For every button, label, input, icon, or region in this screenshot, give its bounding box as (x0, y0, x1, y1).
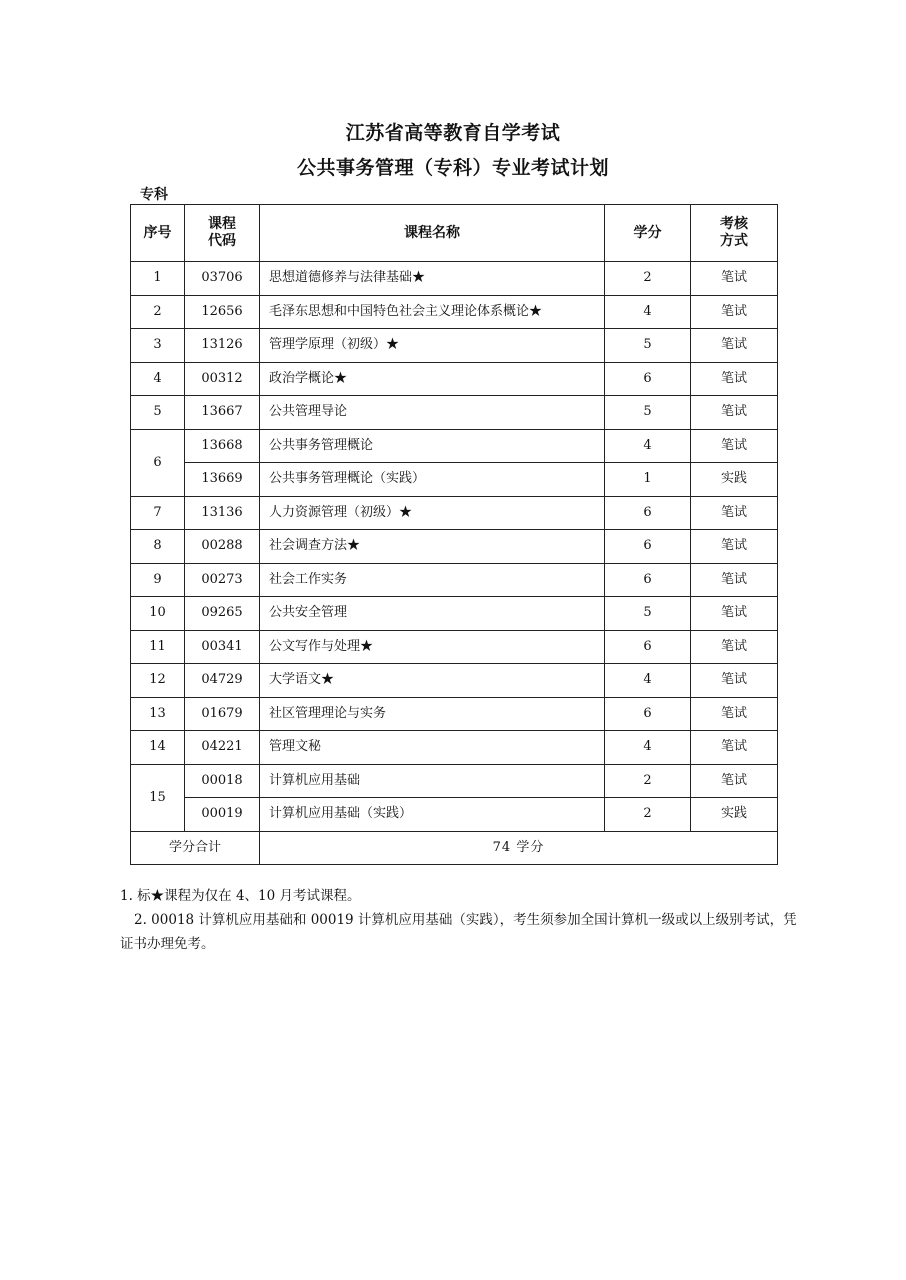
cell-name: 公共事务管理概论 (260, 429, 605, 463)
table-row (131, 396, 778, 430)
cell-code: 13126 (185, 329, 260, 363)
header-code (185, 205, 260, 262)
cell-method: 笔试 (691, 630, 778, 664)
cell-name: 社区管理理论与实务 (260, 697, 605, 731)
cell-credit: 2 (605, 798, 691, 832)
cell-name: 社会工作实务 (260, 563, 605, 597)
cell-credit: 1 (605, 463, 691, 497)
cell-method: 笔试 (691, 697, 778, 731)
cell-seq: 2 (131, 295, 185, 329)
cell-name: 政治学概论★ (260, 362, 605, 396)
cell-method: 笔试 (691, 764, 778, 798)
header-method (691, 205, 778, 262)
cell-credit: 5 (605, 329, 691, 363)
cell-code: 13668 (185, 429, 260, 463)
cell-code: 04221 (185, 731, 260, 765)
cell-method: 笔试 (691, 295, 778, 329)
document-title: 江苏省高等教育自学考试 (345, 122, 561, 144)
cell-credit: 6 (605, 496, 691, 530)
table-row (131, 530, 778, 564)
cell-seq: 7 (131, 496, 185, 530)
cell-name: 公共管理导论 (260, 396, 605, 430)
table-row (131, 597, 778, 631)
cell-seq: 1 (131, 262, 185, 296)
cell-credit: 4 (605, 429, 691, 463)
cell-seq: 5 (131, 396, 185, 430)
table-row (131, 798, 778, 832)
cell-name: 管理学原理（初级）★ (260, 329, 605, 363)
cell-seq: 8 (131, 530, 185, 564)
cell-name: 社会调查方法★ (260, 530, 605, 564)
cell-seq: 15 (131, 764, 185, 831)
table-header-row (131, 205, 778, 262)
cell-method: 笔试 (691, 664, 778, 698)
table-row (131, 697, 778, 731)
cell-name: 大学语文★ (260, 664, 605, 698)
cell-code: 00273 (185, 563, 260, 597)
cell-name: 毛泽东思想和中国特色社会主义理论体系概论★ (260, 295, 605, 329)
exam-plan-table (130, 204, 778, 865)
cell-method: 笔试 (691, 396, 778, 430)
cell-method: 笔试 (691, 329, 778, 363)
cell-method: 笔试 (691, 429, 778, 463)
cell-credit: 6 (605, 630, 691, 664)
table-row (131, 764, 778, 798)
cell-name: 公共安全管理 (260, 597, 605, 631)
header-seq: 序号 (131, 205, 185, 262)
cell-seq: 9 (131, 563, 185, 597)
cell-credit: 4 (605, 295, 691, 329)
cell-code: 00341 (185, 630, 260, 664)
cell-code: 13669 (185, 463, 260, 497)
cell-code: 00018 (185, 764, 260, 798)
cell-method: 笔试 (691, 362, 778, 396)
cell-seq: 4 (131, 362, 185, 396)
cell-credit: 6 (605, 697, 691, 731)
cell-credit: 6 (605, 362, 691, 396)
notes (120, 884, 810, 956)
table-row (131, 664, 778, 698)
cell-credit: 2 (605, 262, 691, 296)
table-row (131, 295, 778, 329)
cell-code: 04729 (185, 664, 260, 698)
cell-code: 00288 (185, 530, 260, 564)
table-row (131, 731, 778, 765)
cell-name: 公共事务管理概论（实践） (260, 463, 605, 497)
cell-credit: 4 (605, 664, 691, 698)
header-credit: 学分 (605, 205, 691, 262)
cell-method: 笔试 (691, 530, 778, 564)
cell-name: 人力资源管理（初级）★ (260, 496, 605, 530)
cell-code: 12656 (185, 295, 260, 329)
header-name: 课程名称 (260, 205, 605, 262)
table-row (131, 362, 778, 396)
cell-code: 00312 (185, 362, 260, 396)
table-row (131, 262, 778, 296)
cell-seq: 10 (131, 597, 185, 631)
table-row (131, 463, 778, 497)
cell-name: 计算机应用基础 (260, 764, 605, 798)
cell-method: 笔试 (691, 262, 778, 296)
header-method-line2: 方式 (720, 233, 748, 249)
note-2: 2. 00018 计算机应用基础和 00019 计算机应用基础（实践），考生须参加全国计算机一级或以上级别考试，凭证书办理免考。 (120, 912, 797, 952)
cell-seq: 3 (131, 329, 185, 363)
header-code-line2: 代码 (208, 233, 236, 249)
cell-code: 00019 (185, 798, 260, 832)
cell-method: 笔试 (691, 597, 778, 631)
cell-credit: 2 (605, 764, 691, 798)
cell-method: 实践 (691, 463, 778, 497)
cell-code: 13136 (185, 496, 260, 530)
table-row (131, 329, 778, 363)
cell-seq: 14 (131, 731, 185, 765)
cell-credit: 6 (605, 563, 691, 597)
section-label: 专科 (140, 187, 168, 203)
cell-method: 笔试 (691, 731, 778, 765)
header-method-line1: 考核 (720, 216, 748, 233)
table-row (131, 496, 778, 530)
cell-seq: 13 (131, 697, 185, 731)
cell-credit: 5 (605, 597, 691, 631)
table-row (131, 563, 778, 597)
cell-code: 03706 (185, 262, 260, 296)
cell-name: 计算机应用基础（实践） (260, 798, 605, 832)
cell-method: 实践 (691, 798, 778, 832)
header-code-line1: 课程 (208, 216, 236, 233)
table-row (131, 429, 778, 463)
total-label: 学分合计 (131, 831, 260, 865)
cell-method: 笔试 (691, 563, 778, 597)
cell-credit: 4 (605, 731, 691, 765)
cell-code: 01679 (185, 697, 260, 731)
document-subtitle: 公共事务管理（专科）专业考试计划 (296, 157, 609, 179)
cell-credit: 5 (605, 396, 691, 430)
cell-method: 笔试 (691, 496, 778, 530)
table-row (131, 630, 778, 664)
cell-credit: 6 (605, 530, 691, 564)
table-total-row (131, 831, 778, 865)
total-value: 74 学分 (260, 831, 778, 865)
cell-code: 09265 (185, 597, 260, 631)
cell-code: 13667 (185, 396, 260, 430)
cell-seq: 6 (131, 429, 185, 496)
cell-name: 公文写作与处理★ (260, 630, 605, 664)
cell-seq: 12 (131, 664, 185, 698)
cell-seq: 11 (131, 630, 185, 664)
cell-name: 管理文秘 (260, 731, 605, 765)
note-1: 1. 标★课程为仅在 4、10 月考试课程。 (120, 888, 361, 904)
cell-name: 思想道德修养与法律基础★ (260, 262, 605, 296)
